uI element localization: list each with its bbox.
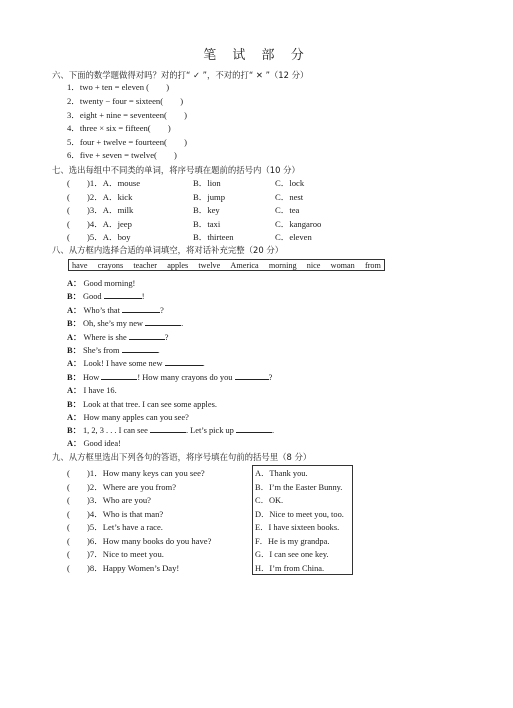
dialog-line-3: A： Who’s that ?	[67, 306, 164, 315]
page-title: 笔 试 部 分	[203, 48, 310, 63]
word-bank-word: have	[72, 260, 88, 270]
dialog-line-6: B： She’s from .	[67, 346, 160, 355]
s9-answer-b: B．I’m the Easter Bunny.	[255, 483, 343, 492]
s7-row-3-c: C．tea	[275, 205, 300, 215]
answer-blank[interactable]	[150, 424, 186, 433]
answer-blank[interactable]	[104, 290, 142, 299]
section-8-heading: 八、从方框内选择合适的单词填空，将对话补充完整（20 分）	[52, 245, 284, 255]
s9-question-7: ( )7．Nice to meet you.	[67, 549, 164, 559]
answer-blank[interactable]	[165, 357, 203, 366]
dialog-line-7: A： Look! I have some new .	[67, 359, 205, 368]
s9-question-1: ( )1．How many keys can you see?	[67, 468, 205, 478]
s9-question-2: ( )2．Where are you from?	[67, 482, 177, 492]
s7-row-3	[67, 204, 397, 215]
word-bank-word: twelve	[198, 260, 221, 270]
word-bank-word: America	[230, 260, 259, 270]
s6-item-1: 1．two + ten = eleven ( )	[67, 82, 170, 92]
word-bank-word: teacher	[133, 260, 158, 270]
dialog-line-2: B： Good !	[67, 292, 145, 301]
dialog-line-8: B： How ! How many crayons do you ?	[67, 373, 273, 382]
s7-row-5-b: B．thirteen	[193, 232, 234, 242]
s7-row-3-b: B．key	[193, 205, 220, 215]
word-bank-word: morning	[268, 260, 297, 270]
answer-blank[interactable]	[101, 371, 137, 380]
s7-row-4-b: B．taxi	[193, 219, 221, 229]
answer-blank[interactable]	[122, 304, 160, 313]
answer-blank[interactable]	[129, 331, 165, 340]
dialog-line-1: A： Good morning!	[67, 279, 136, 288]
s7-row-4-a: ( )4．A．jeep	[67, 219, 132, 229]
s7-row-2	[67, 191, 397, 202]
s7-row-1-a: ( )1．A．mouse	[67, 178, 141, 188]
answer-blank[interactable]	[145, 317, 181, 326]
s7-row-2-a: ( )2．A．kick	[67, 192, 133, 202]
dialog-line-9: A： I have 16.	[67, 386, 117, 395]
s9-answer-g: G．I can see one key.	[255, 550, 329, 559]
section-7-heading: 七、选出每组中不同类的单词，将序号填在题前的括号内（10 分）	[52, 165, 300, 175]
s7-row-1-c: C．lock	[275, 178, 305, 188]
dialog-line-4: B： Oh, she’s my new .	[67, 319, 184, 328]
s7-row-5-a: ( )5．A．boy	[67, 232, 131, 242]
word-bank-word: woman	[330, 260, 355, 270]
s6-item-2: 2．twenty − four = sixteen( )	[67, 96, 184, 106]
s7-row-2-b: B．jump	[193, 192, 225, 202]
s9-answer-h: H．I’m from China.	[255, 564, 325, 573]
s6-item-6: 6．five + seven = twelve( )	[67, 150, 177, 160]
s7-row-1-b: B．lion	[193, 178, 221, 188]
s9-answer-d: D．Nice to meet you, too.	[255, 510, 344, 519]
s9-question-6: ( )6．How many books do you have?	[67, 536, 212, 546]
s7-row-4-c: C．kangaroo	[275, 219, 322, 229]
s7-row-5	[67, 231, 397, 242]
word-bank-box	[68, 259, 385, 271]
s6-item-4: 4．three × six = fifteen( )	[67, 123, 171, 133]
word-bank-word: from	[364, 260, 381, 270]
answer-blank[interactable]	[122, 344, 158, 353]
word-bank-word: apples	[167, 260, 189, 270]
s9-question-5: ( )5．Let’s have a race.	[67, 522, 163, 532]
answer-blank[interactable]	[236, 424, 272, 433]
dialog-line-10: B： Look at that tree. I can see some apples.	[67, 400, 217, 409]
s9-answer-f: F．He is my grandpa.	[255, 537, 330, 546]
section-9-heading: 九、从方框里选出下列各句的答语，将序号填在句前的括号里（8 分）	[52, 452, 312, 462]
s9-answer-c: C．OK.	[255, 496, 284, 505]
section-6-heading: 六、下面的数学题做得对吗？对的打“ ✓ ”，不对的打“ ✕ ”（12 分）	[52, 70, 309, 80]
s9-answer-a: A．Thank you.	[255, 469, 308, 478]
word-bank-word: nice	[306, 260, 321, 270]
s7-row-4	[67, 218, 397, 229]
s7-row-5-c: C．eleven	[275, 232, 312, 242]
s6-item-3: 3．eight + nine = seventeen( )	[67, 110, 187, 120]
s9-question-8: ( )8．Happy Women’s Day!	[67, 563, 180, 573]
word-bank-word: crayons	[97, 260, 124, 270]
s6-item-5: 5．four + twelve = fourteen( )	[67, 137, 187, 147]
answer-blank[interactable]	[235, 371, 269, 380]
s9-answer-e: E．I have sixteen books.	[255, 523, 340, 532]
s9-question-4: ( )4．Who is that man?	[67, 509, 164, 519]
s7-row-2-c: C．nest	[275, 192, 304, 202]
dialog-line-11: A： How many apples can you see?	[67, 413, 189, 422]
s7-row-3-a: ( )3．A．milk	[67, 205, 134, 215]
s7-row-1	[67, 177, 397, 188]
dialog-line-13: A： Good idea!	[67, 439, 121, 448]
s9-question-3: ( )3．Who are you?	[67, 495, 151, 505]
dialog-line-12: B： 1, 2, 3 . . . I can see . Let’s pick up .	[67, 426, 275, 435]
dialog-line-5: A： Where is she ?	[67, 333, 169, 342]
